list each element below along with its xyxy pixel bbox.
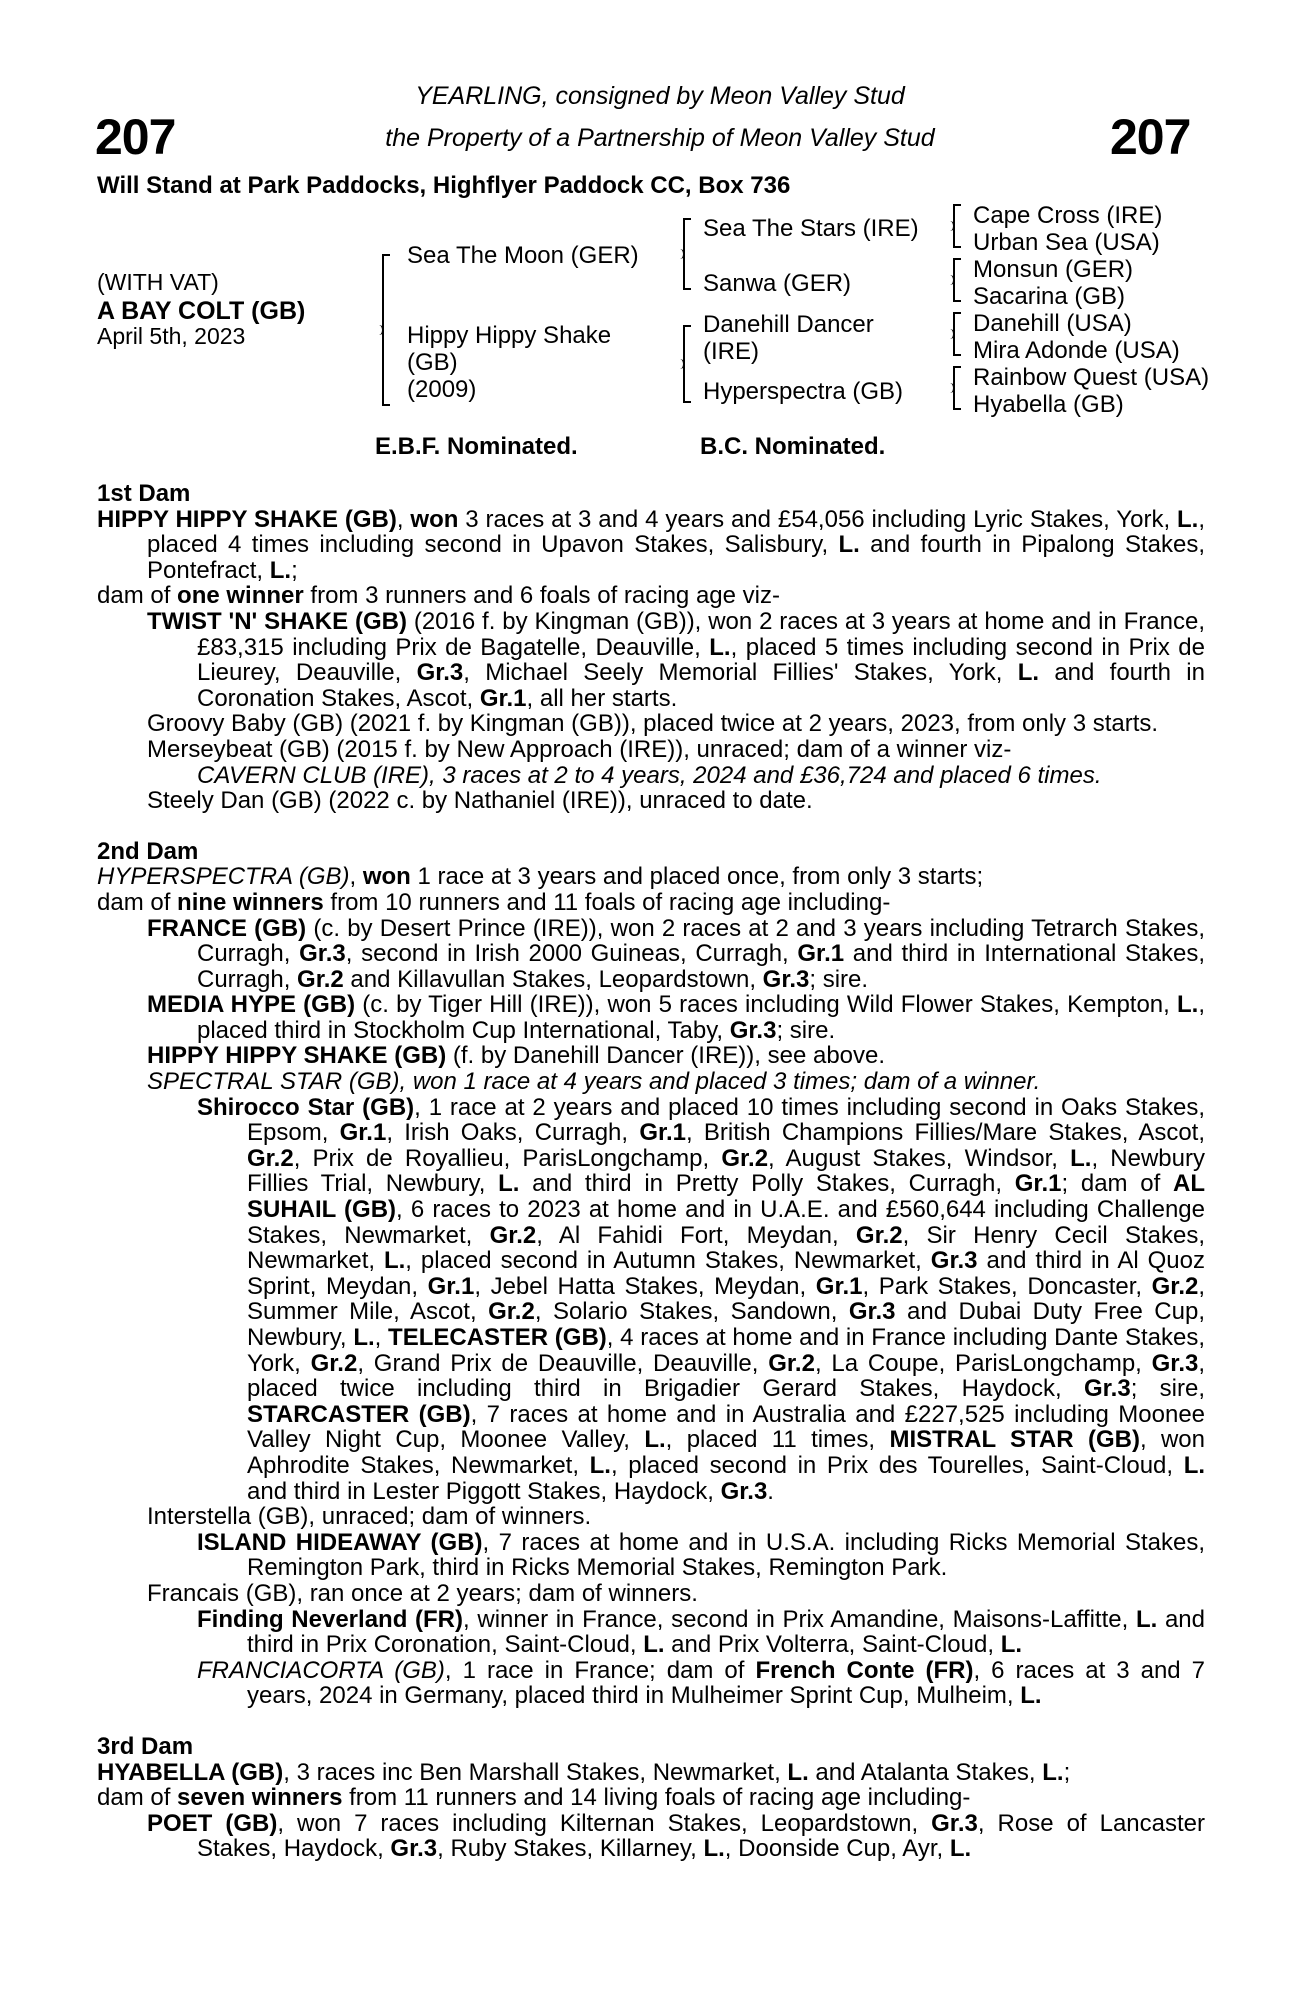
horse-name: A BAY COLT (GB) [97, 297, 306, 325]
dam-sire-line1: Danehill Dancer [703, 311, 874, 338]
property-line: the Property of a Partnership of Meon Valley Stud [385, 124, 935, 152]
sire-sire: Sea The Stars (IRE) [703, 215, 919, 242]
catalogue-body [97, 481, 1205, 1862]
third-dam-record: HYABELLA (GB), 3 races inc Ben Marshall Stakes, Newmarket, L. and Atalanta Stakes, L.; [97, 1758, 1071, 1786]
produce-france: FRANCE (GB) (c. by Desert Prince (IRE)), won 2 races at 2 and 3 years including Tetrarch Stakes, Curragh, Gr.3, second in Irish 2000 Guineas, Curragh, Gr.1 and third in International Stakes, Curragh, Gr.2 and Killavullan Stakes, Leopardstown, Gr.3; sire. [147, 914, 1206, 993]
produce-groovy-baby: Groovy Baby (GB) (2021 f. by Kingman (GB)), placed twice at 2 years, 2023, from only 3 starts. [147, 710, 1159, 738]
produce-merseybeat: Merseybeat (GB) (2015 f. by New Approach (IRE)), unraced; dam of a winner viz- [147, 735, 1012, 763]
dam-line2: (GB) [407, 349, 458, 376]
ebf-nomination: E.B.F. Nominated. [375, 433, 578, 460]
brace-sire-parents [683, 218, 685, 290]
sss: Cape Cross (IRE) [973, 202, 1163, 229]
brace-parents [382, 254, 384, 406]
produce-hippy-hippy-shake: HIPPY HIPPY SHAKE (GB) (f. by Danehill Dancer (IRE)), see above. [147, 1042, 886, 1070]
produce-cavern-club: CAVERN CLUB (IRE), 3 races at 2 to 4 years, 2024 and £36,724 and placed 6 times. [197, 761, 1102, 789]
brace-ds [953, 312, 955, 356]
brace-ss [953, 204, 955, 248]
lot-number-right: 207 [1110, 109, 1191, 165]
dss: Danehill (USA) [973, 310, 1132, 337]
sdd: Sacarina (GB) [973, 283, 1126, 310]
produce-steely-dan: Steely Dan (GB) (2022 c. by Nathaniel (IRE)), unraced to date. [147, 787, 813, 815]
third-dam-produce-summary: dam of seven winners from 11 runners and 14 living foals of racing age including- [97, 1784, 971, 1812]
dam-line1: Hippy Hippy Shake [407, 322, 612, 349]
produce-media-hype: MEDIA HYPE (GB) (c. by Tiger Hill (IRE)), won 5 races including Wild Flower Stakes, Kempton, L., placed third in Stockholm Cup International, Taby, Gr.3; sire. [147, 991, 1205, 1044]
first-dam-record: HIPPY HIPPY SHAKE (GB), won 3 races at 3 and 4 years and £54,056 including Lyric Stakes, York, L., placed 4 times including second in Upavon Stakes, Salisbury, L. and fourth in Pipalong Stakes, Pontefract, L.; [97, 505, 1206, 584]
second-dam-record: HYPERSPECTRA (GB), won 1 race at 3 years and placed once, from only 3 starts; [97, 863, 984, 891]
dam-dam: Hyperspectra (GB) [703, 378, 904, 405]
dam-line3: (2009) [407, 376, 477, 403]
dsd: Mira Adonde (USA) [973, 337, 1180, 364]
dam-sire-line2: (IRE) [703, 338, 759, 365]
produce-franciacorta: FRANCIACORTA (GB), 1 race in France; dam of French Conte (FR), 6 races at 3 and 7 years, 2024 in Germany, placed third in Mulheimer Sprint Cup, Mulheim, L. [197, 1656, 1206, 1710]
produce-interstella: Interstella (GB), unraced; dam of winners. [147, 1503, 592, 1531]
ddd: Hyabella (GB) [973, 391, 1124, 418]
bc-nomination: B.C. Nominated. [700, 433, 886, 460]
foaling-date: April 5th, 2023 [97, 323, 246, 349]
produce-shirocco-star: Shirocco Star (GB), 1 race at 2 years and placed 10 times including second in Oaks Stakes, Epsom, Gr.1, Irish Oaks, Curragh, Gr.1, British Champions Fillies/Mare Stakes, Ascot, Gr.2, Prix de Royallieu, ParisLongchamp, Gr.2, August Stakes, Windsor, L., Newbury Fillies Trial, Newbury, L. and third in Pretty Polly Stakes, Curragh, Gr.1; dam of AL SUHAIL (GB), 6 races to 2023 at home and in U.A.E. and £560,644 including Challenge Stakes, Newmarket, Gr.2, Al Fahidi Fort, Meydan, Gr.2, Sir Henry Cecil Stakes, Newmarket, L., placed second in Autumn Stakes, Newmarket, Gr.3 and third in Al Quoz Sprint, Meydan, Gr.1, Jebel Hatta Stakes, Meydan, Gr.1, Park Stakes, Doncaster, Gr.2, Summer Mile, Ascot, Gr.2, Solario Stakes, Sandown, Gr.3 and Dubai Duty Free Cup, Newbury, L., TELECASTER (GB), 4 races at home and in France including Dante Stakes, York, Gr.2, Grand Prix de Deauville, Deauville, Gr.2, La Coupe, ParisLongchamp, Gr.3, placed twice including third in Brigadier Gerard Stakes, Haydock, Gr.3; sire, STARCASTER (GB), 7 races at home and in Australia and £227,525 including Moonee Valley Night Cup, Moonee Valley, L., placed 11 times, MISTRAL STAR (GB), won Aphrodite Stakes, Newmarket, L., placed second in Prix des Tourelles, Saint-Cloud, L. and third in Lester Piggott Stakes, Haydock, Gr.3. [197, 1093, 1206, 1505]
brace-sd [953, 258, 955, 302]
produce-francais: Francais (GB), ran once at 2 years; dam of winners. [147, 1579, 698, 1607]
vat-note: (WITH VAT) [97, 269, 219, 295]
produce-poet: POET (GB), won 7 races including Kilternan Stakes, Leopardstown, Gr.3, Rose of Lancaster Stakes, Haydock, Gr.3, Ruby Stakes, Killarney, L., Doonside Cup, Ayr, L. [147, 1809, 1205, 1863]
dds: Rainbow Quest (USA) [973, 364, 1210, 391]
second-dam-heading: 2nd Dam [97, 837, 199, 865]
brace-dd [953, 366, 955, 410]
consignor-line: YEARLING, consigned by Meon Valley Stud [415, 82, 905, 110]
ssd: Urban Sea (USA) [973, 229, 1160, 256]
lot-number-left: 207 [95, 109, 176, 165]
dam-name: HIPPY HIPPY SHAKE (GB) [97, 505, 397, 533]
brace-dam-parents [683, 325, 685, 403]
first-dam-heading: 1st Dam [97, 480, 191, 507]
produce-spectral-star: SPECTRAL STAR (GB), won 1 race at 4 years and placed 3 times; dam of a winner. [147, 1068, 1041, 1096]
third-dam-heading: 3rd Dam [97, 1732, 194, 1760]
second-dam-produce-summary: dam of nine winners from 10 runners and 11 foals of racing age including- [97, 888, 891, 916]
sire: Sea The Moon (GER) [407, 242, 639, 269]
sds: Monsun (GER) [973, 256, 1134, 283]
sire-dam: Sanwa (GER) [703, 270, 852, 297]
location-line: Will Stand at Park Paddocks, Highflyer Paddock CC, Box 736 [97, 172, 791, 199]
produce-island-hideaway: ISLAND HIDEAWAY (GB), 7 races at home and in U.S.A. including Ricks Memorial Stakes, Remington Park, third in Ricks Memorial Stakes, Remington Park. [197, 1528, 1206, 1582]
first-dam-produce-summary: dam of one winner from 3 runners and 6 foals of racing age viz- [97, 582, 780, 610]
produce-twist-n-shake: TWIST 'N' SHAKE (GB) (2016 f. by Kingman (GB)), won 2 races at 3 years at home and in France, £83,315 including Prix de Bagatelle, Deauville, L., placed 5 times including second in Prix de Lieurey, Deauville, Gr.3, Michael Seely Memorial Fillies' Stakes, York, L. and fourth in Coronation Stakes, Ascot, Gr.1, all her starts. [147, 607, 1206, 712]
produce-finding-neverland: Finding Neverland (FR), winner in France, second in Prix Amandine, Maisons-Laffitte, L. and third in Prix Coronation, Saint-Cloud, L. and Prix Volterra, Saint-Cloud, L. [197, 1605, 1205, 1659]
